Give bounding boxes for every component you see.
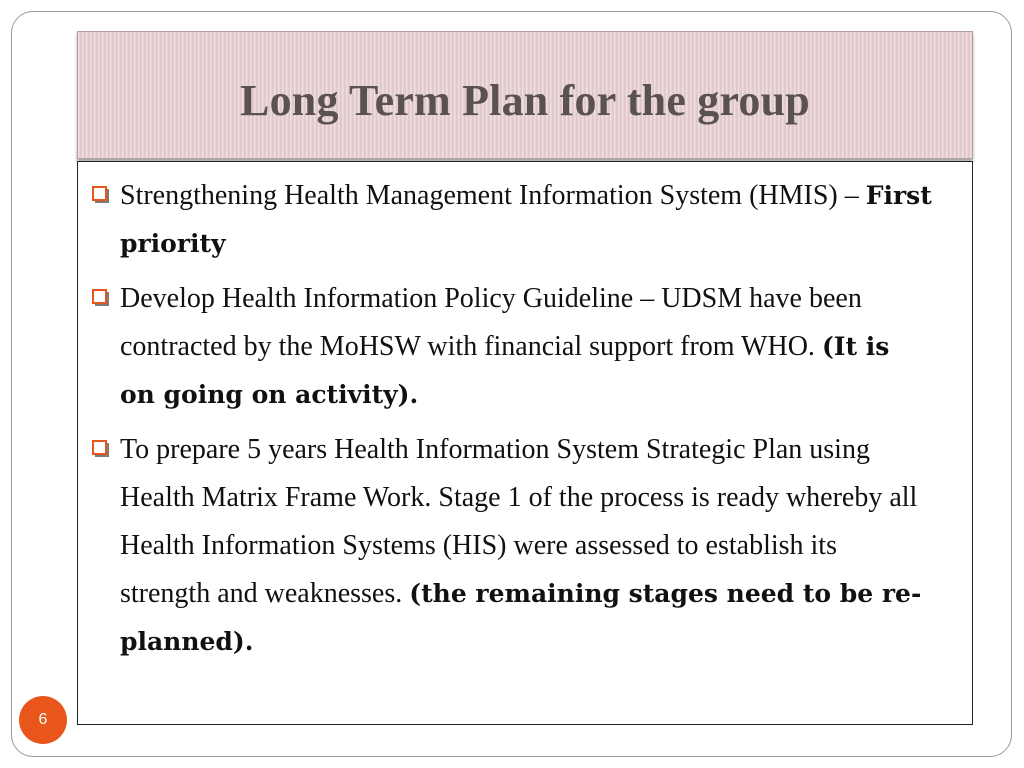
title-bar [77,31,973,159]
page-number-badge [19,696,67,744]
content-box [77,161,973,725]
bullet-item [92,172,932,268]
bullet-text: To prepare 5 years Health Information System Strategic Plan using Health Matrix Frame Work. Stage 1 of the process is ready whereby all Health Information Systems (HIS) were assessed to establish its strength and weaknesses. [120,434,918,609]
bullet-text: Strengthening Health Management Information System (HMIS) – [120,180,866,211]
bullet-emphasis: First priority [120,181,932,258]
bullet-text: Develop Health Information Policy Guideline – UDSM have been contracted by the MoHSW with financial support from WHO. [120,283,862,362]
checkbox-square-icon [92,289,110,307]
page-number: 6 [38,711,48,728]
checkbox-square-icon [92,440,110,458]
checkbox-square-icon [92,186,110,204]
bullet-emphasis: (It is on going on activity). [120,332,890,409]
bullet-item [92,426,932,666]
bullet-item [92,275,932,419]
bullet-list [78,162,972,666]
slide-title: Long Term Plan for the group [240,75,810,125]
bullet-emphasis: (the remaining stages need to be re-planned). [120,579,922,656]
